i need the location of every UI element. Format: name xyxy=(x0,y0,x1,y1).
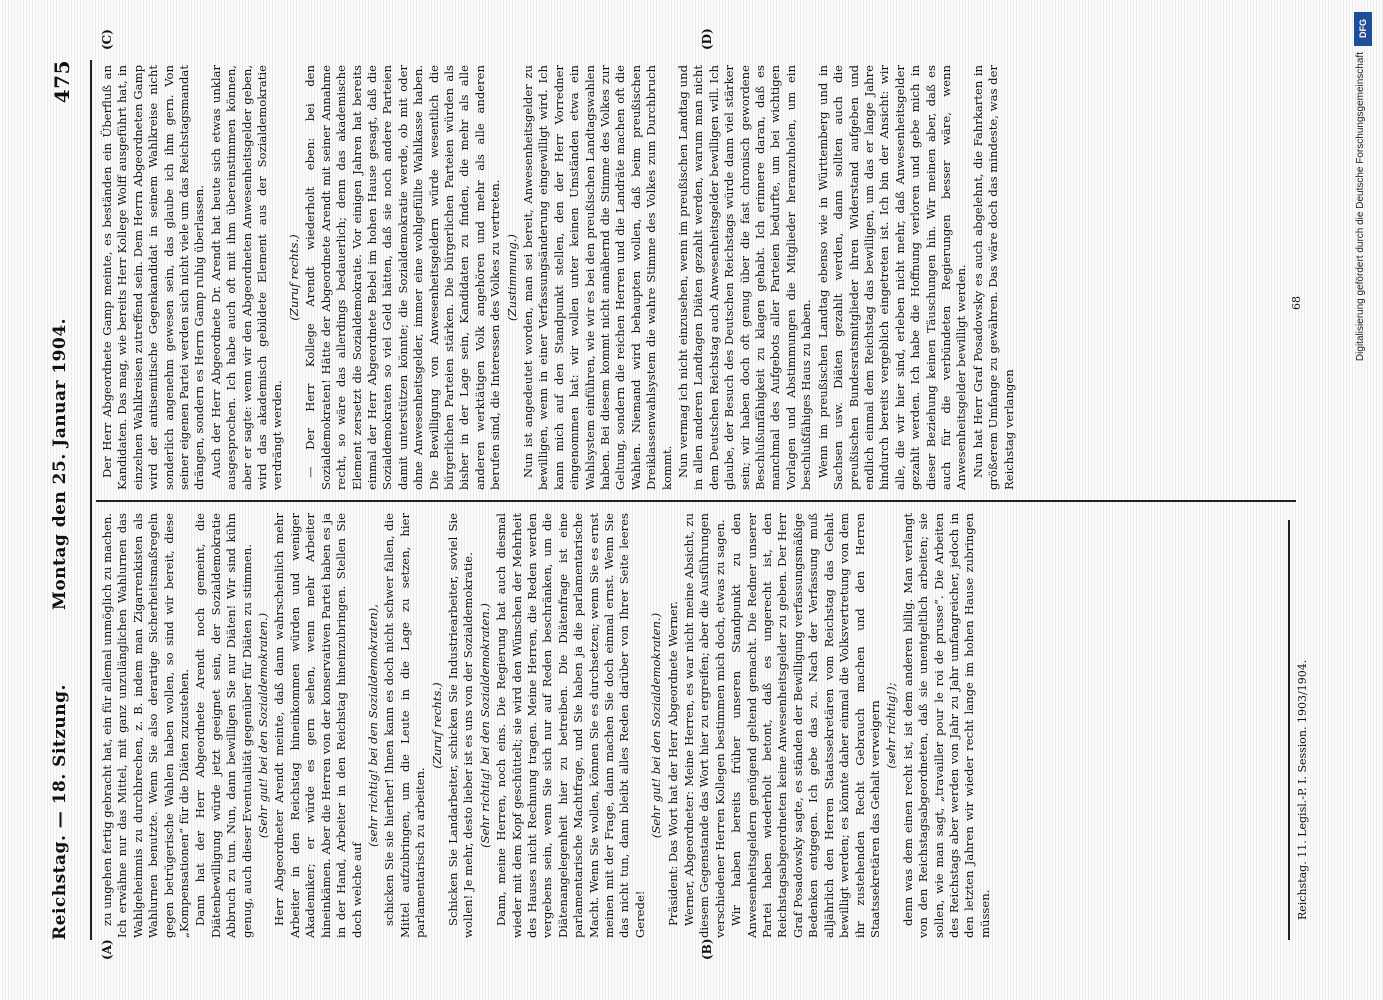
page-sequence-number: 68 xyxy=(1290,296,1303,310)
paragraph: Dann, meine Herren, noch eins. Die Regierung hat auch diesmal wieder mit dem Kopf geschüttelt; sie wird den Wünschen der Mehrheit des Hauses nicht Rechnung tragen. Meine Herren, die Reden werden vergebens sein, wenn Sie sich nur auf Reden beschränken, um die Diätenangelegenheit hier zu betreiben. Die Diätenfrage ist eine parlamentarische Machtfrage, und Sie haben ja die parlamentarische Macht. Wenn Sie wollen, können Sie es durchsetzen; wenn Sie es ernst meinen mit der Frage, dann machen Sie doch einmal ernst. Wenn Sie das nicht tun, dann bleibt alles Reden darüber von Ihrer Seite leeres Gerede! xyxy=(494,513,647,938)
left-text-column xyxy=(100,513,994,938)
right-text-column xyxy=(100,65,1018,490)
paragraph: Auch der Herr Abgeordnete Dr. Arendt hat heute sich etwas unklar ausgesprochen. Ich habe auch oft mit ihm übereinstimmen können, aber er sagte: wenn wir den Abgeordneten Anwesenheitsgelder geben, wird das akademisch gebildete Element aus der Sozialdemokratie verdrängt werden. xyxy=(208,65,285,490)
margin-marker-d: (D) xyxy=(700,28,714,50)
paragraph: Wenn im preußischen Landtag ebenso wie in Württemberg und in Sachsen usw. Diäten gezahlt werden, dann sollten auch die preußischen Bundesratsmitglieder ihren Widerstand aufgeben und endlich einmal dem Reichstag das bewilligen, um das er lange Jahre hindurch bereits vergeblich eingetreten ist. Ich bin der Ansicht: wir alle, die wir hier sind, erleben nicht mehr, daß Anwesenheitsgelder gezahlt werden. Ich habe die Hoffnung verloren und gebe mich in dieser Beziehung keinen Täuschungen hin. Wir meinen aber, daß es auch für die verbündeten Regierungen besser wäre, wenn Anwesenheitsgelder bewilligt werden. xyxy=(815,65,969,490)
paragraph: denn was dem einen recht ist, ist dem anderen billig. Man verlangt von den Reichstagsabgeordneten, daß sie unentgeltlich arbeiten; sie sollen, wie man sagt, „travailler pour le roi de prusse“. Die Arbeiten des Reichstags aber werden von Jahr zu Jahr umfangreicher, jedoch in den letzten Jahren wir wieder recht lange im hohen Hause zubringen müssen. xyxy=(900,513,992,938)
footer-citation: Reichstag. 11. Legisl.-P. I. Session. 1903/1904. xyxy=(1296,659,1309,920)
paragraph: (Sehr gut! bei den Sozialdemokraten.) xyxy=(256,612,271,839)
paragraph: Präsident: Das Wort hat der Herr Abgeordnete Werner. xyxy=(665,601,680,926)
paragraph: Schicken Sie Landarbeiter, schicken Sie Industriearbeiter, soviel Sie wollen! Je mehr, desto lieber ist es uns von der Sozialdemokratie. xyxy=(445,513,476,938)
paragraph: (Zustimmung.) xyxy=(504,234,519,321)
header-page-number: 475 xyxy=(50,60,74,104)
column-divider xyxy=(96,500,1296,502)
dfg-credit-text: Digitalisierung gefördert durch die Deutsche Forschungsgemeinschaft xyxy=(1355,52,1366,362)
margin-marker-b: (B) xyxy=(700,938,714,960)
header-date: Montag den 25. Januar 1904. xyxy=(50,317,70,610)
paragraph: (Zuruf rechts.) xyxy=(286,234,301,321)
paragraph: Nun ist angedeutet worden, man sei bereit, Anwesenheitsgelder zu bewilligen, wenn in einer Verfassungsänderung eingewilligt wird. Ich kann mich auf den Standpunkt stellen, den der Herr Vorredner eingenommen hat: wir wollen unter keinen Umständen etwa ein Wahlsystem einführen, wie wir es bei den preußischen Landtagswahlen haben. Bei diesem kommt nicht annähernd die Stimme des Volkes zur Geltung, sondern die reichen Herren und die Landräte machen oft die Wahlen. Niemand wird behaupten wollen, daß beim preußischen Dreiklassenwahlsystem die wahre Stimme des Volkes zum Durchbruch kommt. xyxy=(520,65,674,490)
paragraph: Werner, Abgeordneter: Meine Herren, es war nicht meine Absicht, zu diesem Gegenstande das Wort hier zu ergreifen; aber die Ausführungen verschiedener Herren Kollegen bestimmen mich doch, etwas zu sagen. xyxy=(682,513,727,938)
dfg-sidebar xyxy=(1352,8,1374,993)
header-session: Reichstag. — 18. Sitzung. xyxy=(50,684,70,940)
footer-rule xyxy=(1288,520,1290,940)
paragraph: (Sehr gut! bei den Sozialdemokraten.) xyxy=(649,612,664,839)
margin-marker-a: (A) xyxy=(100,939,114,960)
header-rule xyxy=(90,60,92,940)
paragraph: schicken Sie sie hierher! Ihnen kann es doch nicht schwer fallen, die Mittel aufzubringen, um die Leute in die Lage zu setzen, hier parlamentarisch zu arbeiten. xyxy=(382,513,428,938)
paragraph: (sehr richtig! bei den Sozialdemokraten), xyxy=(365,604,380,847)
paragraph: Nun vermag ich nicht einzusehen, wenn im preußischen Landtag und in allen anderen Landtagen Diäten gezahlt werden, warum man nicht dem Deutschen Reichstag auch Anwesenheitsgelder bewilligen will. Ich glaube, der Besuch des Deutschen Reichstags würde dann viel stärker sein; wir haben doch oft genug über die fast chronisch gewordene Beschlußunfähigkeit zu klagen gehabt. Ich erinnere daran, daß es manchmal des Aufgebots aller Parteien bedurfte, um bei wichtigen Vorlagen und Abstimmungen die Mitglieder heranzuholen, um ein beschlußfähiges Haus zu haben. xyxy=(676,65,814,490)
paragraph: Nun hat Herr Graf Posadowsky es auch abgelehnt, die Fahrkarten in größerem Umfange zu gewähren. Das wäre doch das mindeste, was der Reichstag verlangen xyxy=(970,65,1016,490)
paragraph: Dann hat der Herr Abgeordnete Arendt noch gemeint, die Diätenbewilligung würde jetzt geeignet sein, der Sozialdemokratie Abbruch zu tun. Nun, dann bewilligen Sie nur Diäten! Wir sind kühn genug, auch dieser Eventualität gegenüber für Diäten zu stimmen. xyxy=(193,513,254,938)
paragraph: — Der Herr Kollege Arendt wiederholt eben: bei den Sozialdemokraten! Hätte der Abgeordnete Arendt mit seiner Annahme recht, so wäre das allerdings bedauerlich; denn das akademische Element zersetzt die Sozialdemokratie. Vor einigen Jahren hat bereits einmal der Herr Abgeordnete Bebel im hohen Hause gesagt, daß die Sozialdemokraten so viel Geld hätten, daß sie noch andere Parteien damit unterstützen könnte; die Sozialdemokratie werde, ob mit oder ohne Anwesenheitsgelder, immer eine wohlgefüllte Wahlkasse haben. Die Bewilligung von Anwesenheitsgeldern würde wesentlich die bürgerlichen Parteien stärken. Die bürgerlichen Parteien würden als bisher in der Lage sein, Kandidaten zu finden, die mehr als alle anderen werktätigen Volk angehören und mehr als alle anderen berufen sind, die Interessen des Volkes zu vertreten. xyxy=(303,65,503,490)
dfg-logo: DFG xyxy=(1354,12,1372,46)
paragraph: zu ungehen fertig gebracht hat, ein für allemal unmöglich zu machen. Ich erwähne nur das Mittel, mit ganz unzulänglichen Wahlurnen das Wahlgeheimnis zu durchbrechen, z. B. indem man Zigarrenkisten als Wahlurnen benutzte. Wenn Sie also derartige Sicherheitsmaßregeln gegen betrügerische Wahlen haben wollen, so sind wir bereit, diese „Kompensationen“ für die Diäten zuzustehen. xyxy=(100,513,192,938)
margin-marker-c: (C) xyxy=(100,29,114,50)
paragraph: Herr Abgeordneter Arendt meinte, daß dann wahrscheinlich mehr Arbeiter in den Reichstag hineinkommen würden und weniger Akademiker; er würde es gern sehen, wenn mehr Arbeiter hineinkämen. Aber die Herren von der konservativen Partei haben es ja in der Hand, Arbeiter in den Reichstag hineinzubringen. Stellen Sie doch welche auf xyxy=(272,513,364,938)
paragraph: Der Herr Abgeordnete Gamp meinte, es beständen ein Überfluß an Kandidaten. Das mag, wie bereits Herr Kollege Wolff ausgeführt hat, in einzelnen Wahlkreisen zutreffend sein. Dem Herrn Abgeordneten Gamp wird der antisemitische Gegenkandidat in seinem Wahlkreise nicht sonderlich angenehm gewesen sein, das glaube ich ihm gern. Von seiner eigenen Partei werden sich nicht viele um das Reichstagsmandat drängen, sondern es Herrn Gamp ruhig überlassen. xyxy=(100,65,207,490)
paragraph: (sehr richtig!); xyxy=(884,682,899,769)
running-header xyxy=(50,60,80,940)
paragraph: (Zuruf rechts.) xyxy=(429,682,444,769)
paragraph: Wir haben bereits früher unseren Standpunkt zu den Anwesenheitsgeldern genügend geltend gemacht. Die Redner unserer Partei haben wiederholt betont, daß es ungerecht ist, den Reichstagsabgeordneten keine Anwesenheitsgelder zu geben. Der Herr Graf Posadowsky sagte, es ständen der Bewilligung verfassungsmäßige Bedenken entgegen. Ich gebe das zu. Nach der Verfassung muß alljährlich den Herren Staatssekretären vom Reichstag das Gehalt bewilligt werden; es könnte daher einmal die Volksvertretung von dem ihr zustehenden Recht Gebrauch machen und den Herren Staatssekretären das Gehalt verweigern xyxy=(729,513,882,938)
paragraph: (Sehr richtig! bei den Sozialdemokraten.) xyxy=(477,603,492,848)
